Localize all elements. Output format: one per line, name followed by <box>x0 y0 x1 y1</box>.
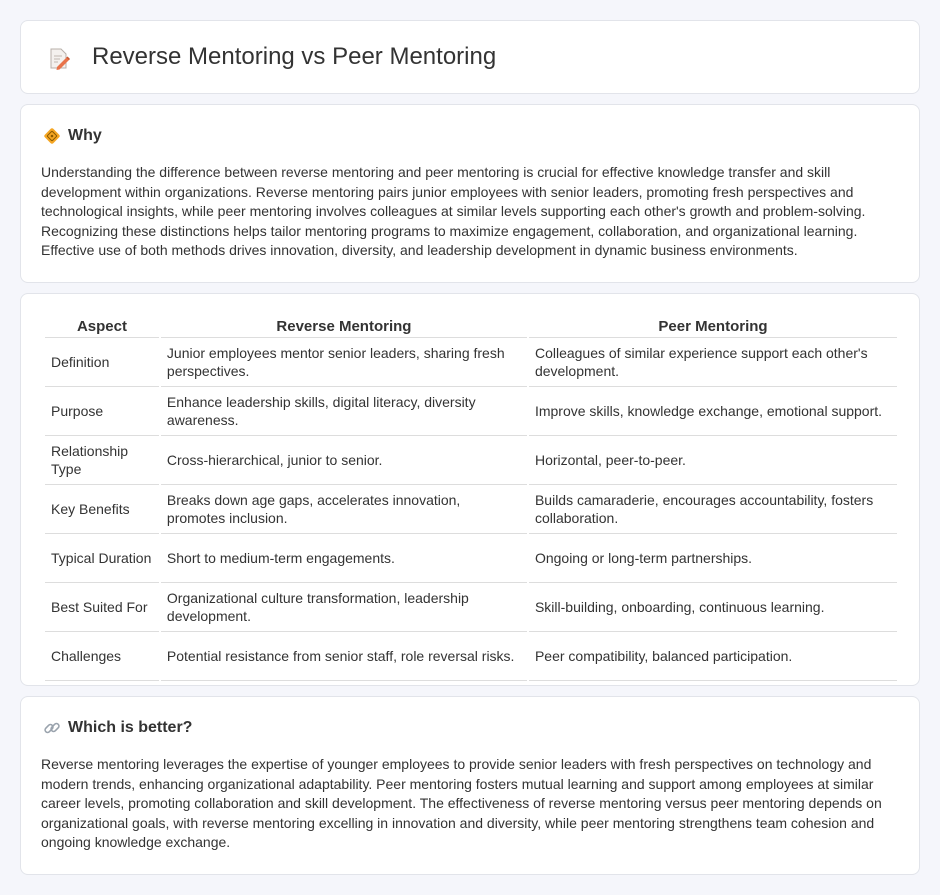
aspect-cell: Best Suited For <box>45 583 159 632</box>
document-pencil-icon <box>47 47 71 71</box>
table-row <box>45 485 897 534</box>
which-is-better-section <box>20 696 920 875</box>
link-icon <box>43 719 61 737</box>
peer-cell: Ongoing or long-term partnerships. <box>529 534 897 583</box>
peer-cell: Skill-building, onboarding, continuous learning. <box>529 583 897 632</box>
reverse-cell: Enhance leadership skills, digital literacy, diversity awareness. <box>161 387 527 436</box>
table-row <box>45 583 897 632</box>
why-body: Understanding the difference between reverse mentoring and peer mentoring is crucial for effective knowledge transfer and skill development within organizations. Reverse mentoring pairs junior employees with senior leaders, promoting fresh perspectives and technological insights, while peer mentoring involves colleagues at similar levels supporting each other's growth and problem-solving. Recognizing these distinctions helps tailor mentoring programs to maximize engagement, collaboration, and organizational learning. Effective use of both methods drives innovation, diversity, and leadership development in dynamic business environments. <box>41 164 866 258</box>
comparison-table <box>43 316 899 681</box>
table-row <box>45 436 897 485</box>
why-section <box>20 104 920 283</box>
why-title: Why <box>68 127 102 144</box>
which-is-better-body: Reverse mentoring leverages the expertise of younger employees to provide senior leaders with fresh perspectives on technology and modern trends, enhancing organizational adaptability. Peer mentoring fosters mutual learning and support among employees at similar career levels, promoting collaboration and skill development. The effectiveness of reverse mentoring versus peer mentoring depends on organizational goals, with reverse mentoring excelling in innovation and diversity, while peer mentoring strengthens team cohesion and ongoing knowledge exchange. <box>41 756 882 850</box>
which-is-better-title: Which is better? <box>68 719 193 736</box>
aspect-cell: Typical Duration <box>45 534 159 583</box>
peer-cell: Improve skills, knowledge exchange, emotional support. <box>529 387 897 436</box>
reverse-cell: Cross-hierarchical, junior to senior. <box>161 436 527 485</box>
aspect-cell: Challenges <box>45 632 159 681</box>
column-header-reverse: Reverse Mentoring <box>161 316 527 338</box>
aspect-cell: Purpose <box>45 387 159 436</box>
peer-cell: Horizontal, peer-to-peer. <box>529 436 897 485</box>
comparison-card <box>20 293 920 686</box>
table-header-row <box>45 316 897 338</box>
aspect-cell: Definition <box>45 338 159 387</box>
column-header-peer: Peer Mentoring <box>529 316 897 338</box>
reverse-cell: Breaks down age gaps, accelerates innovation, promotes inclusion. <box>161 485 527 534</box>
header-card <box>20 20 920 94</box>
diamond-sign-icon <box>43 127 61 145</box>
reverse-cell: Junior employees mentor senior leaders, sharing fresh perspectives. <box>161 338 527 387</box>
table-row <box>45 632 897 681</box>
peer-cell: Builds camaraderie, encourages accountability, fosters collaboration. <box>529 485 897 534</box>
reverse-cell: Organizational culture transformation, leadership development. <box>161 583 527 632</box>
table-row <box>45 534 897 583</box>
table-row <box>45 338 897 387</box>
peer-cell: Peer compatibility, balanced participation. <box>529 632 897 681</box>
page-title: Reverse Mentoring vs Peer Mentoring <box>92 43 497 70</box>
reverse-cell: Short to medium-term engagements. <box>161 534 527 583</box>
table-row <box>45 387 897 436</box>
aspect-cell: Key Benefits <box>45 485 159 534</box>
column-header-aspect: Aspect <box>45 316 159 338</box>
aspect-cell: Relationship Type <box>45 436 159 485</box>
reverse-cell: Potential resistance from senior staff, role reversal risks. <box>161 632 527 681</box>
peer-cell: Colleagues of similar experience support each other's development. <box>529 338 897 387</box>
